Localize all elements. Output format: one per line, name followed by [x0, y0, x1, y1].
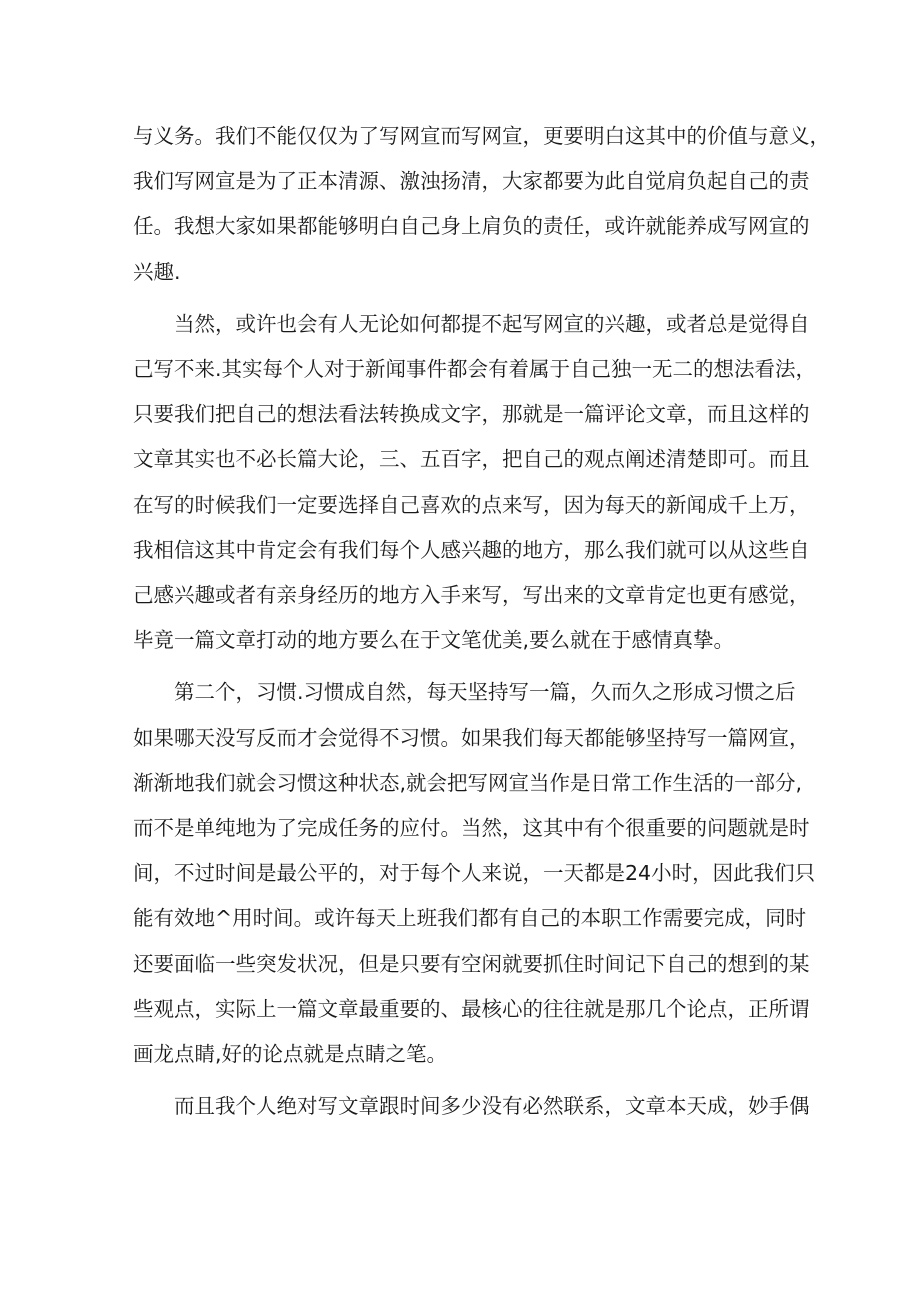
text-line: 而不是单纯地为了完成任务的应付。当然，这其中有个很重要的问题就是时 [133, 816, 810, 841]
text-line: 而且我个人绝对写文章跟时间多少没有必然联系，文章本天成，妙手偶 [174, 1094, 810, 1119]
text-line: 己写不来.其实每个人对于新闻事件都会有着属于自己独一无二的想法看法， [133, 357, 817, 382]
text-line: 文章其实也不必长篇大论，三、五百字，把自己的观点阐述清楚即可。而且 [133, 447, 810, 472]
text-line: 能有效地^用时间。或许每天上班我们都有自己的本职工作需要完成，同时 [133, 906, 807, 931]
document-body [133, 114, 830, 1136]
text-line: 任。我想大家如果都能够明白自己身上肩负的责任，或许就能养成写网宣的 [133, 214, 810, 239]
text-line: 画龙点睛,好的论点就是点睛之笔。 [133, 1042, 448, 1067]
text-line: 间，不过时间是最公平的，对于每个人来说，一天都是24小时，因此我们只 [133, 861, 816, 886]
text-line: 还要面临一些突发状况，但是只要有空闲就要抓住时间记下自己的想到的某 [133, 951, 810, 976]
text-line: 与义务。我们不能仅仅为了写网宣而写网宣，更要明白这其中的价值与意义， [133, 124, 830, 148]
text-line: 在写的时候我们一定要选择自己喜欢的点来写，因为每天的新闻成千上万， [133, 492, 810, 517]
text-line: 我们写网宣是为了正本清源、激浊扬清，大家都要为此自觉肩负起自己的责 [133, 169, 810, 194]
text-line: 些观点，实际上一篇文章最重要的、最核心的往往就是那几个论点，正所谓 [133, 996, 810, 1021]
text-line: 只要我们把自己的想法看法转换成文字，那就是一篇评论文章，而且这样的 [133, 402, 810, 427]
text-line: 如果哪天没写反而才会觉得不习惯。如果我们每天都能够坚持写一篇网宣， [133, 725, 810, 750]
text-line: 毕竟一篇文章打动的地方要么在于文笔优美,要么就在于感情真挚。 [133, 628, 735, 653]
text-line: 第二个，习惯.习惯成自然，每天坚持写一篇，久而久之形成习惯之后 [174, 680, 796, 705]
paragraph-3 [133, 670, 816, 1077]
paragraph-1 [133, 114, 830, 295]
text-line: 我相信这其中肯定会有我们每个人感兴趣的地方，那么我们就可以从这些自 [133, 537, 810, 562]
paragraph-2 [133, 302, 817, 664]
text-line: 兴趣. [133, 259, 181, 284]
text-line: 渐渐地我们就会习惯这种状态,就会把写网宣当作是日常工作生活的一部分, [133, 770, 803, 795]
text-line: 当然，或许也会有人无论如何都提不起写网宣的兴趣，或者总是觉得自 [174, 311, 810, 336]
paragraph-4 [133, 1084, 810, 1129]
text-line: 己感兴趣或者有亲身经历的地方入手来写，写出来的文章肯定也更有感觉， [133, 583, 810, 608]
